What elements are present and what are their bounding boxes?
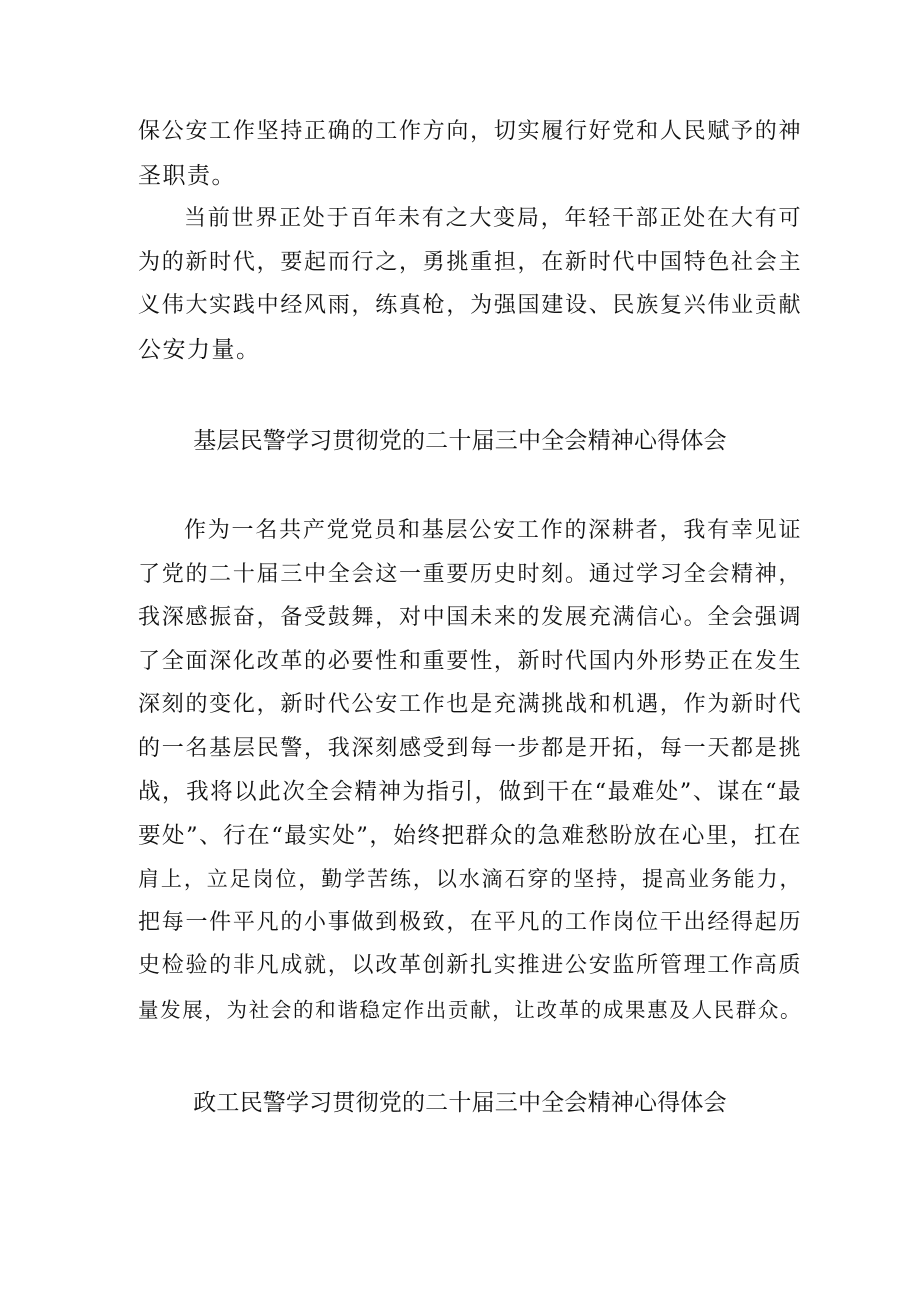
section-heading-political-work-police: 政工民警学习贯彻党的二十届三中全会精神心得体会: [193, 1090, 727, 1116]
paragraph-1-line-2: 圣职责。: [138, 163, 236, 189]
paragraph-3-line-11: 史检验的非凡成就，以改革创新扎实推进公安监所管理工作高质: [138, 953, 802, 978]
paragraph-3-line-2: 了党的二十届三中全会这一重要历史时刻。通过学习全会精神，: [138, 562, 802, 587]
paragraph-3-line-6: 的一名基层民警，我深刻感受到每一步都是开拓，每一天都是挑: [138, 736, 802, 761]
paragraph-2-line-4: 公安力量。: [138, 337, 261, 363]
paragraph-3-line-7: 战，我将以此次全会精神为指引，做到干在“最难处”、谋在“最: [138, 779, 802, 805]
paragraph-3-line-5: 深刻的变化，新时代公安工作也是充满挑战和机遇，作为新时代: [138, 692, 802, 717]
paragraph-3-line-8: 要处”、行在“最实处”，始终把群众的急难愁盼放在心里，扛在: [138, 823, 802, 849]
paragraph-3-line-10: 把每一件平凡的小事做到极致，在平凡的工作岗位干出经得起历: [138, 910, 802, 935]
paragraph-2-line-2: 为的新时代，要起而行之，勇挑重担，在新时代中国特色社会主: [138, 250, 802, 275]
paragraph-1-line-1: 保公安工作坚持正确的工作方向，切实履行好党和人民赋予的神: [138, 119, 802, 144]
paragraph-3-line-1: 作为一名共产党党员和基层公安工作的深耕者，我有幸见证: [184, 518, 802, 543]
paragraph-3-line-9: 肩上，立足岗位，勤学苦练，以水滴石穿的坚持，提高业务能力，: [138, 867, 802, 891]
paragraph-3-line-12: 量发展，为社会的和谐稳定作出贡献，让改革的成果惠及人民群众。: [138, 998, 802, 1022]
section-heading-grassroots-police: 基层民警学习贯彻党的二十届三中全会精神心得体会: [193, 428, 727, 454]
paragraph-2-line-3: 义伟大实践中经风雨，练真枪，为强国建设、民族复兴伟业贡献: [138, 293, 802, 318]
paragraph-3-line-3: 我深感振奋，备受鼓舞，对中国未来的发展充满信心。全会强调: [138, 605, 802, 630]
paragraph-3-line-4: 了全面深化改革的必要性和重要性，新时代国内外形势正在发生: [138, 649, 802, 674]
paragraph-2-line-1: 当前世界正处于百年未有之大变局，年轻干部正处在大有可: [184, 206, 802, 231]
